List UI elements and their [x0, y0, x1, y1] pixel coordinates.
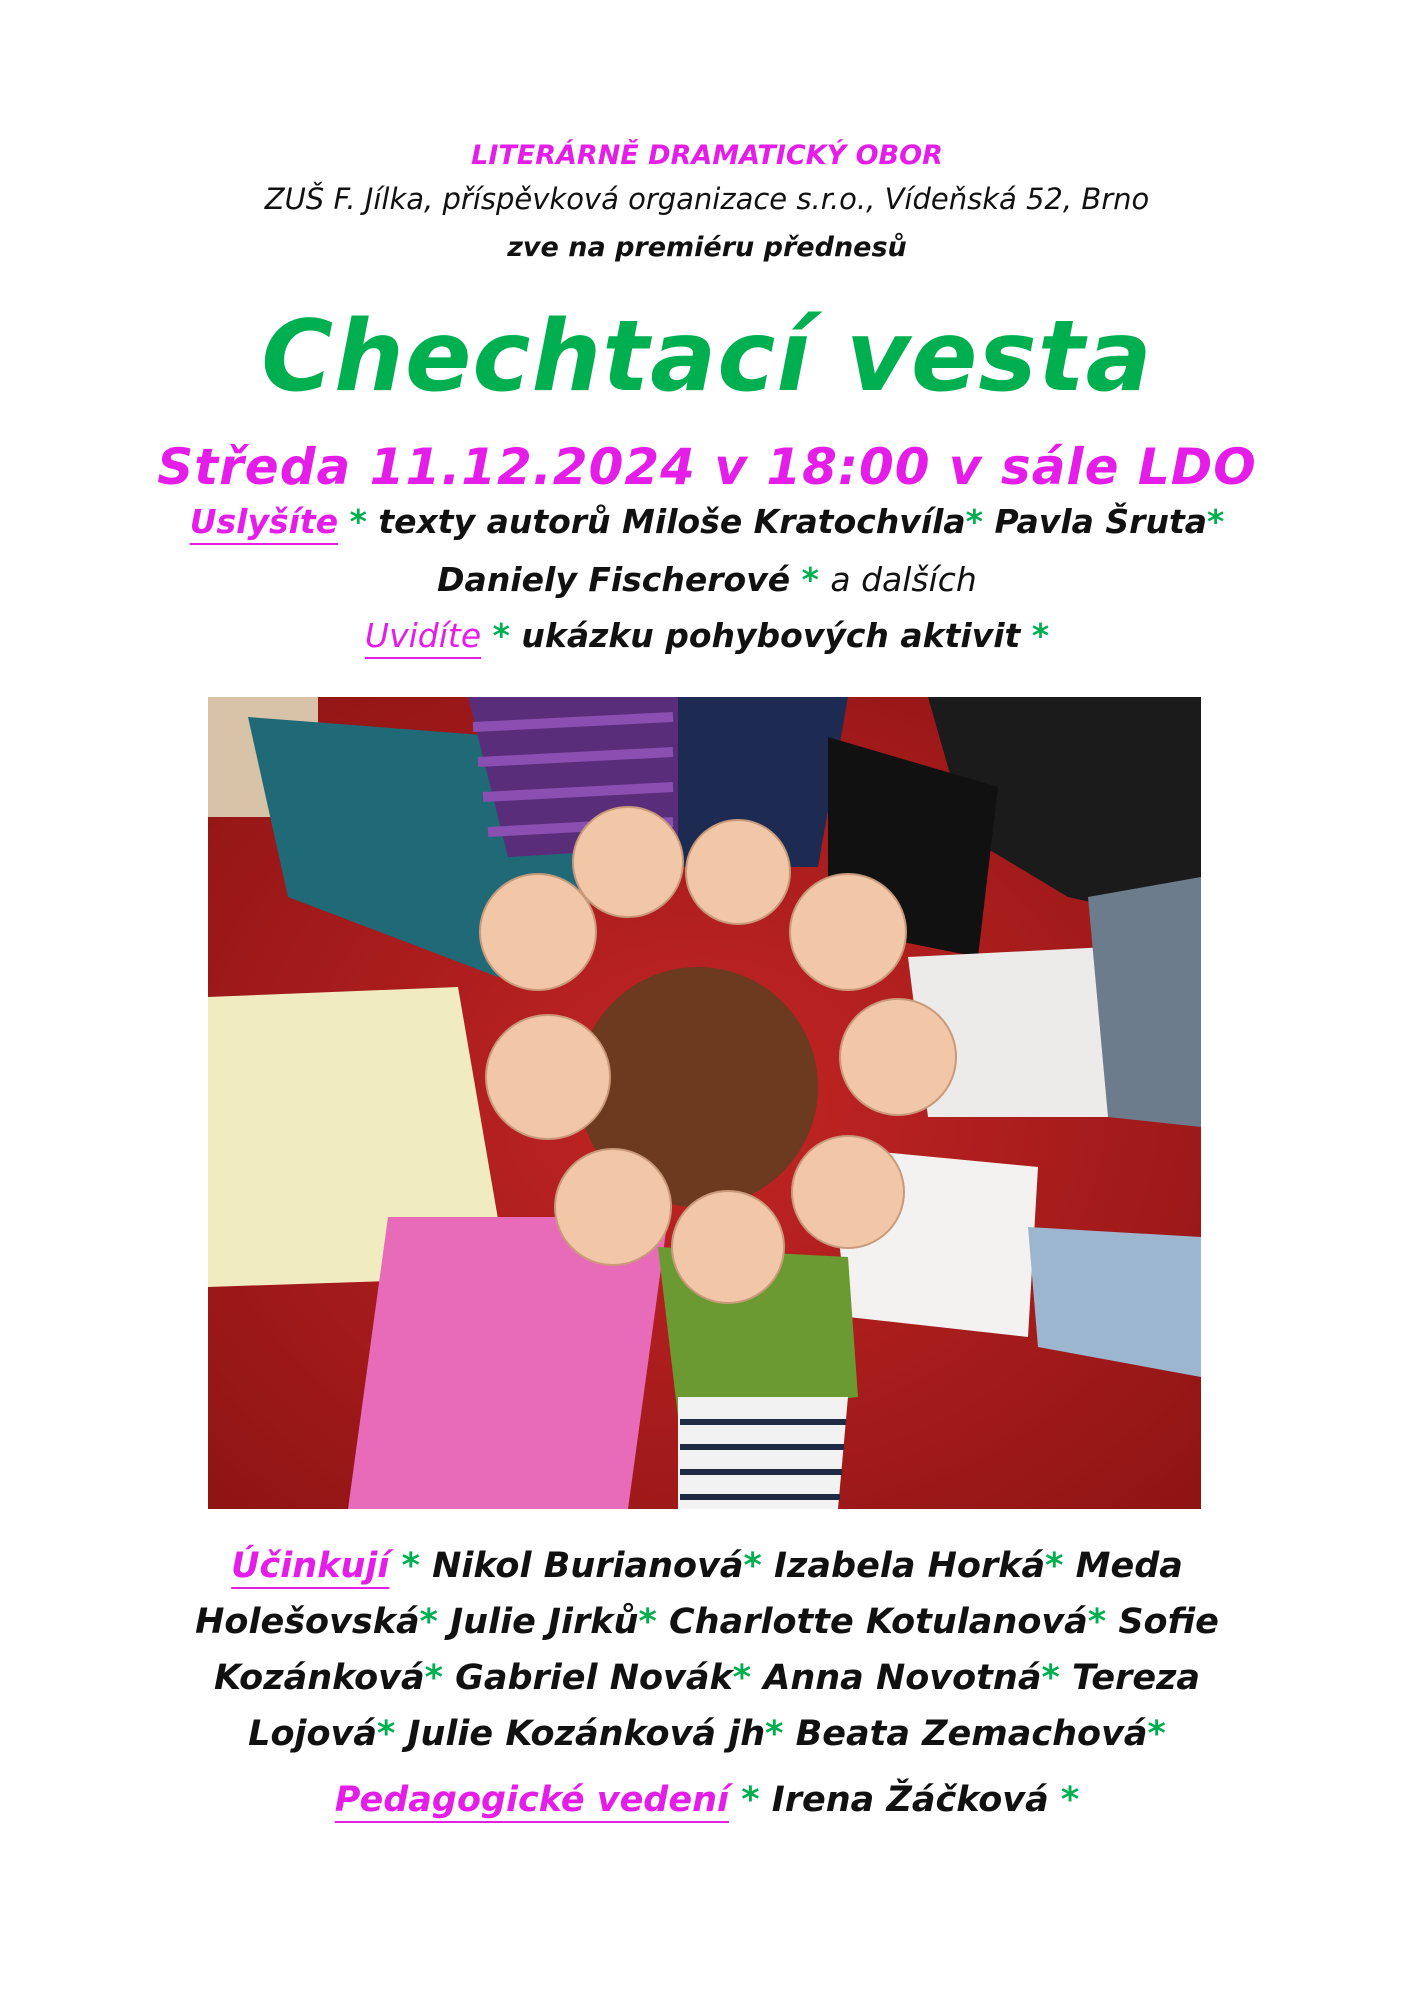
star-separator: *: [1147, 1714, 1166, 1754]
star-separator: *: [1087, 1602, 1107, 1642]
star-separator: *: [376, 1714, 396, 1754]
cast-member: Lojová: [248, 1714, 377, 1754]
hear-text-1: texty autorů Miloše Kratochvíla: [378, 502, 966, 541]
star-separator: *: [349, 502, 367, 541]
group-photo-illustration: [208, 697, 1201, 1509]
cast-member: Julie Kozánková jh: [407, 1714, 766, 1754]
star-separator: *: [419, 1602, 438, 1642]
star-separator: *: [732, 1658, 752, 1698]
cast-member: Meda: [1075, 1546, 1183, 1586]
cast-member: Anna Novotná: [763, 1658, 1042, 1698]
cast-member: Gabriel Novák: [455, 1658, 733, 1698]
hear-line: [0, 502, 1414, 541]
cast-member: Nikol Burianová: [432, 1546, 744, 1586]
star-separator: *: [765, 1714, 784, 1754]
see-label: Uvidíte: [364, 616, 482, 655]
star-separator: *: [1207, 502, 1225, 541]
cast-member: Beata Zemachová: [795, 1714, 1148, 1754]
star-separator: *: [1031, 616, 1050, 655]
hear-text-4: a dalších: [830, 560, 977, 599]
star-separator: *: [1060, 1780, 1080, 1820]
pedagogy-name: Irena Žáčková: [771, 1780, 1049, 1820]
authors-line-2: [0, 560, 1414, 599]
cast-member: Holešovská: [195, 1602, 420, 1642]
star-separator: *: [965, 502, 983, 541]
cast-label: Účinkují: [231, 1546, 390, 1586]
cast-line-4: [0, 1714, 1414, 1754]
cast-member: Sofie: [1118, 1602, 1219, 1642]
org-heading: LITERÁRNĚ DRAMATICKÝ OBOR: [471, 140, 943, 171]
star-separator: *: [1041, 1658, 1060, 1698]
cast-member: Charlotte Kotulanová: [668, 1602, 1088, 1642]
cast-member: Tereza: [1071, 1658, 1201, 1698]
star-separator: *: [741, 1780, 760, 1820]
pedagogy-line: [0, 1780, 1414, 1820]
star-separator: *: [492, 616, 510, 655]
invite-line: zve na premiéru přednesů: [507, 232, 907, 263]
event-title: Chechtací vesta: [261, 300, 1153, 414]
cast-member: Kozánková: [213, 1658, 425, 1698]
cast-member: Izabela Horká: [774, 1546, 1046, 1586]
cast-member: Julie Jirků: [450, 1602, 639, 1642]
star-separator: *: [424, 1658, 443, 1698]
star-separator: *: [401, 1546, 420, 1586]
star-separator: *: [743, 1546, 762, 1586]
see-text: ukázku pohybových aktivit: [521, 616, 1021, 655]
star-separator: *: [1045, 1546, 1064, 1586]
pedagogy-label: Pedagogické vedení: [334, 1780, 730, 1820]
star-separator: *: [801, 560, 819, 599]
org-name: ZUŠ F. Jílka, příspěvková organizace s.r.o., Vídeňská 52, Brno: [264, 182, 1150, 216]
group-photo: [208, 697, 1201, 1509]
see-line: [0, 616, 1414, 655]
hear-text-3: Daniely Fischerové: [437, 560, 791, 599]
date-line: Středa 11.12.2024 v 18:00 v sále LDO: [157, 438, 1257, 496]
star-separator: *: [638, 1602, 657, 1642]
cast-line-1: [0, 1546, 1414, 1586]
cast-line-2: [0, 1602, 1414, 1642]
hear-label: Uslyšíte: [189, 502, 339, 541]
cast-line-3: [0, 1658, 1414, 1698]
hear-text-2: Pavla Šruta: [994, 502, 1207, 541]
